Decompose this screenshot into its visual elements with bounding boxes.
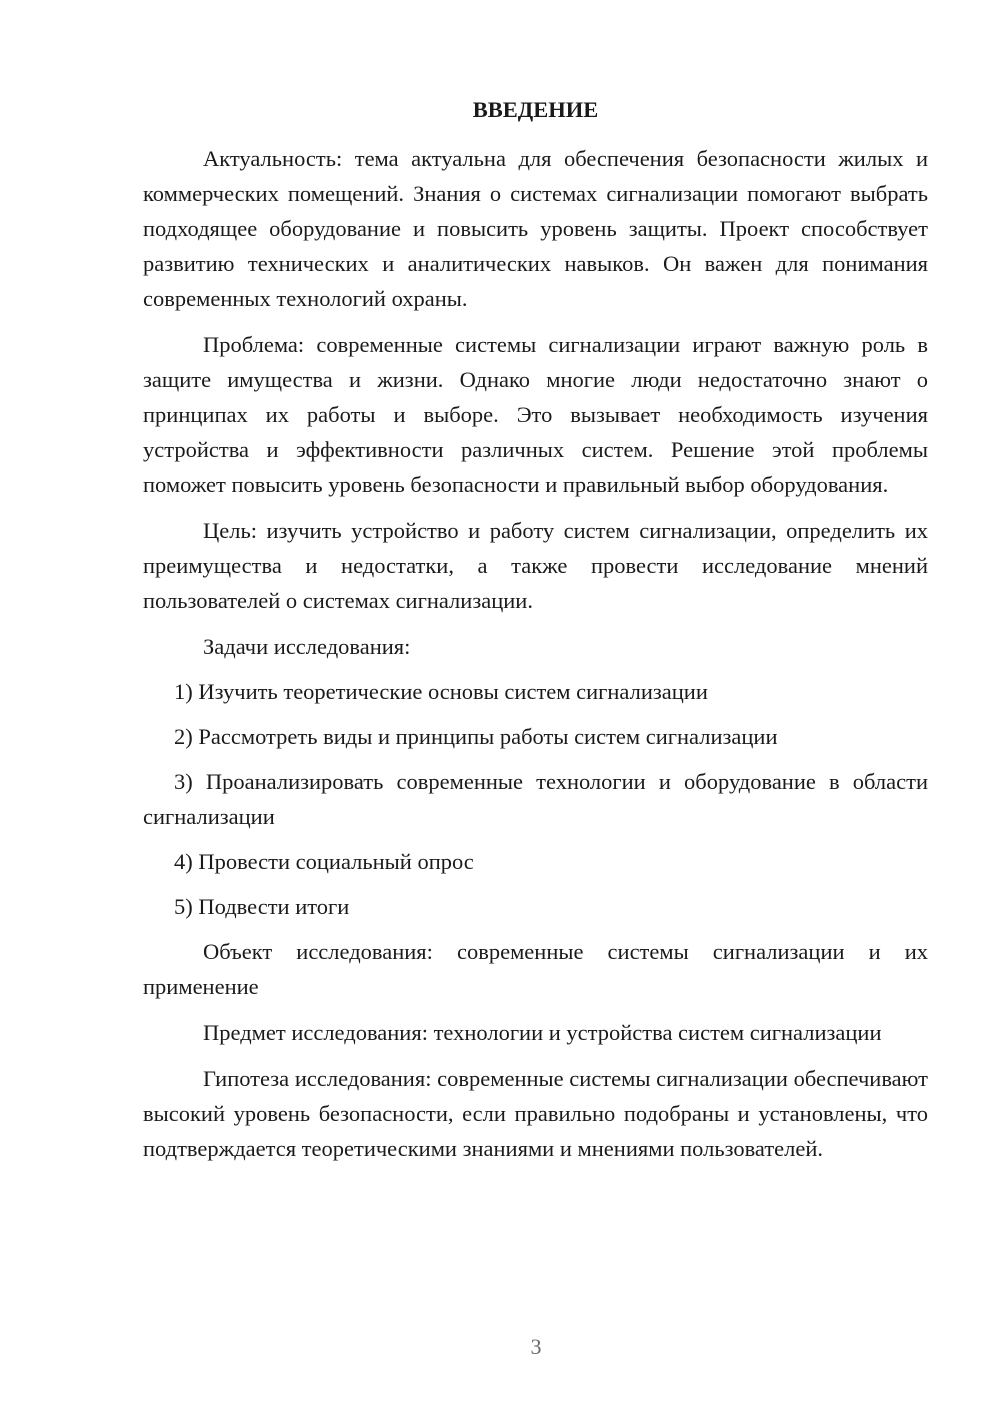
page-number: 3 bbox=[530, 1334, 542, 1359]
hypothesis-paragraph: Гипотеза исследования: современные системы сигнализации обеспечивают высокий уровень безопасности, если правильно подобраны и установлены, что подтверждается теоретическими знаниями и мнениями пользователей. bbox=[143, 1066, 928, 1161]
task-item-5: 5) Подвести итоги bbox=[174, 894, 350, 919]
task-item-4: 4) Провести социальный опрос bbox=[174, 849, 474, 874]
document-page bbox=[143, 92, 928, 1177]
task-item-3: 3) Проанализировать современные технологии и оборудование в области сигнализации bbox=[143, 769, 928, 829]
page-title: ВВЕДЕНИЕ bbox=[472, 97, 599, 122]
task-item-1: 1) Изучить теоретические основы систем сигнализации bbox=[174, 679, 708, 704]
problem-paragraph: Проблема: современные системы сигнализации играют важную роль в защите имущества и жизни. Однако многие люди недостаточно знают о принципах их работы и выборе. Это вызывает необходимость изучения устройства и эффективности различных систем. Решение этой проблемы поможет повысить уровень безопасности и правильный выбор оборудования. bbox=[143, 332, 928, 497]
tasks-list bbox=[143, 674, 928, 924]
subject-paragraph: Предмет исследования: технологии и устройства систем сигнализации bbox=[203, 1020, 882, 1045]
relevance-paragraph: Актуальность: тема актуальна для обеспечения безопасности жилых и коммерческих помещений. Знания о системах сигнализации помогают выбрать подходящее оборудование и повысить уровень защиты. Проект способствует развитию технических и аналитических навыков. Он важен для понимания современных технологий охраны. bbox=[143, 146, 928, 311]
tasks-heading: Задачи исследования: bbox=[203, 634, 411, 659]
task-item-2: 2) Рассмотреть виды и принципы работы систем сигнализации bbox=[174, 724, 778, 749]
object-paragraph: Объект исследования: современные системы сигнализации и их применение bbox=[143, 939, 928, 999]
goal-paragraph: Цель: изучить устройство и работу систем сигнализации, определить их преимущества и недостатки, а также провести исследование мнений пользователей о системах сигнализации. bbox=[143, 518, 928, 613]
